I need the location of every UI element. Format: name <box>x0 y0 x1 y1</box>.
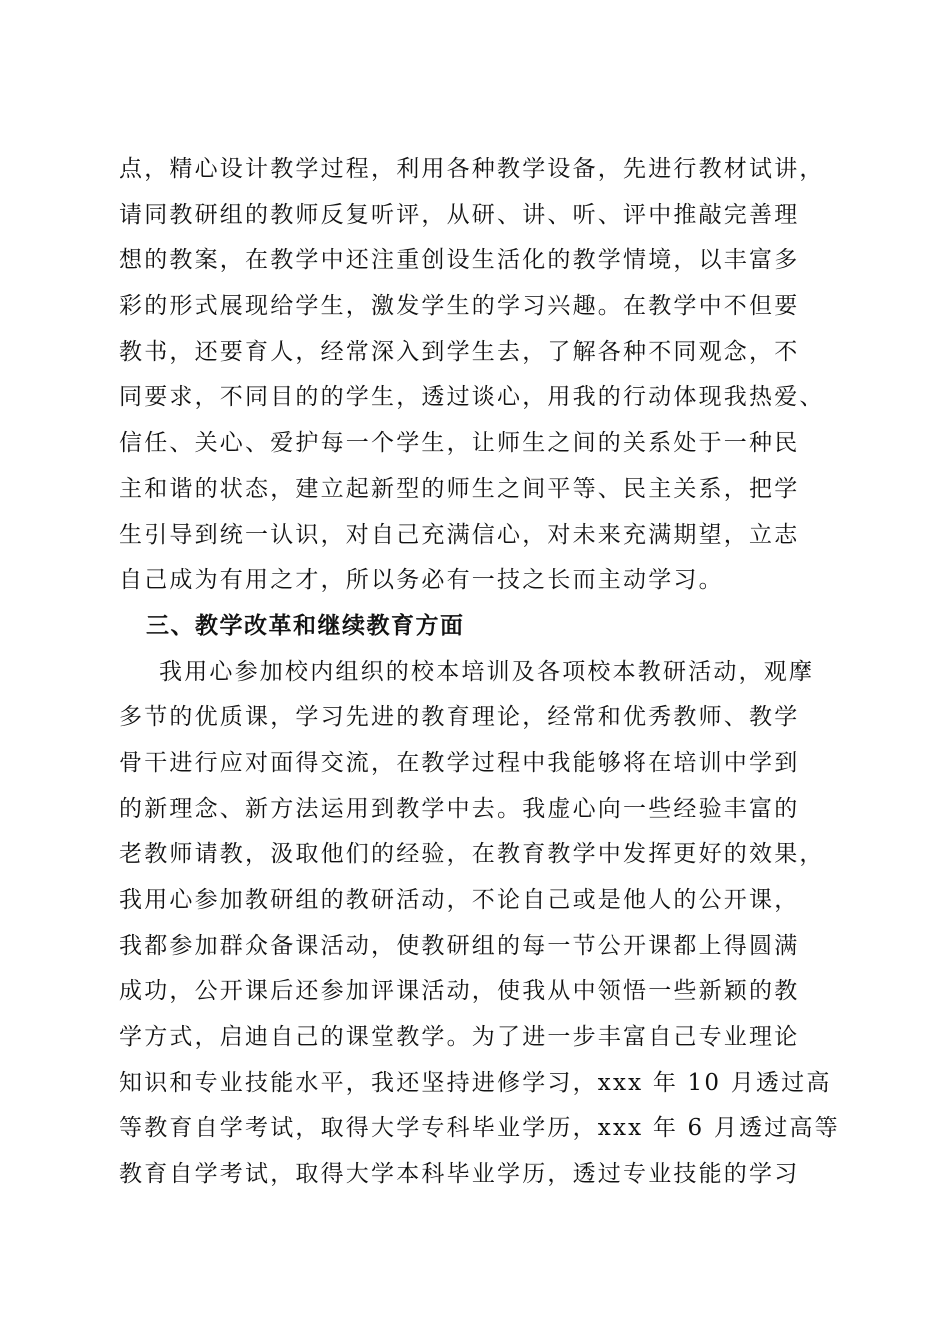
body-text <box>119 147 839 1198</box>
text-line-16: 老教师请教，汲取他们的经验，在教育教学中发挥更好的效果， <box>119 841 825 868</box>
text-line-14: 骨干进行应对面得交流，在教学过程中我能够将在培训中学到 <box>119 749 800 776</box>
text-line-2: 请同教研组的教师反复听评，从研、讲、听、评中推敲完善理 <box>119 201 800 228</box>
text-line-8: 主和谐的状态，建立起新型的师生之间平等、民主关系，把学 <box>119 475 800 502</box>
text-line-10: 自己成为有用之才，所以务必有一技之长而主动学习。 <box>119 567 724 594</box>
text-line-19: 成功，公开课后还参加评课活动，使我从中领悟一些新颖的教 <box>119 978 800 1005</box>
text-line-9: 生引导到统一认识，对自己充满信心，对未来充满期望，立志 <box>119 521 800 548</box>
section-heading: 三、教学改革和继续教育方面 <box>146 612 465 639</box>
text-line-7: 信任、关心、爱护每一个学生，让师生之间的关系处于一种民 <box>119 430 800 457</box>
text-line-20: 学方式，启迪自己的课堂教学。为了进一步丰富自己专业理论 <box>119 1024 800 1051</box>
text-line-12: 我用心参加校内组织的校本培训及各项校本教研活动，观摩 <box>159 658 815 685</box>
text-line-17: 我用心参加教研组的教研活动，不论自己或是他人的公开课， <box>119 887 800 913</box>
text-line-5: 教书，还要育人，经常深入到学生去，了解各种不同观念，不 <box>119 338 800 365</box>
text-line-22: 等教育自学考试，取得大学专科毕业学历，xxx 年 6 月透过高等 <box>119 1115 840 1142</box>
text-line-3: 想的教案，在教学中还注重创设生活化的教学情境，以丰富多 <box>119 247 800 274</box>
text-line-18: 我都参加群众备课活动，使教研组的每一节公开课都上得圆满 <box>119 932 800 959</box>
text-line-13: 多节的优质课，学习先进的教育理论，经常和优秀教师、教学 <box>119 704 800 731</box>
text-line-23: 教育自学考试，取得大学本科毕业学历，透过专业技能的学习 <box>119 1161 800 1188</box>
text-line-1: 点，精心设计教学过程，利用各种教学设备，先进行教材试讲， <box>119 156 825 182</box>
text-line-6: 同要求，不同目的的学生，透过谈心，用我的行动体现我热爱、 <box>119 384 825 411</box>
text-line-21: 知识和专业技能水平，我还坚持进修学习，xxx 年 10 月透过高 <box>119 1069 832 1096</box>
text-line-4: 彩的形式展现给学生，激发学生的学习兴趣。在教学中不但要 <box>119 293 800 320</box>
text-line-15: 的新理念、新方法运用到教学中去。我虚心向一些经验丰富的 <box>119 795 800 822</box>
